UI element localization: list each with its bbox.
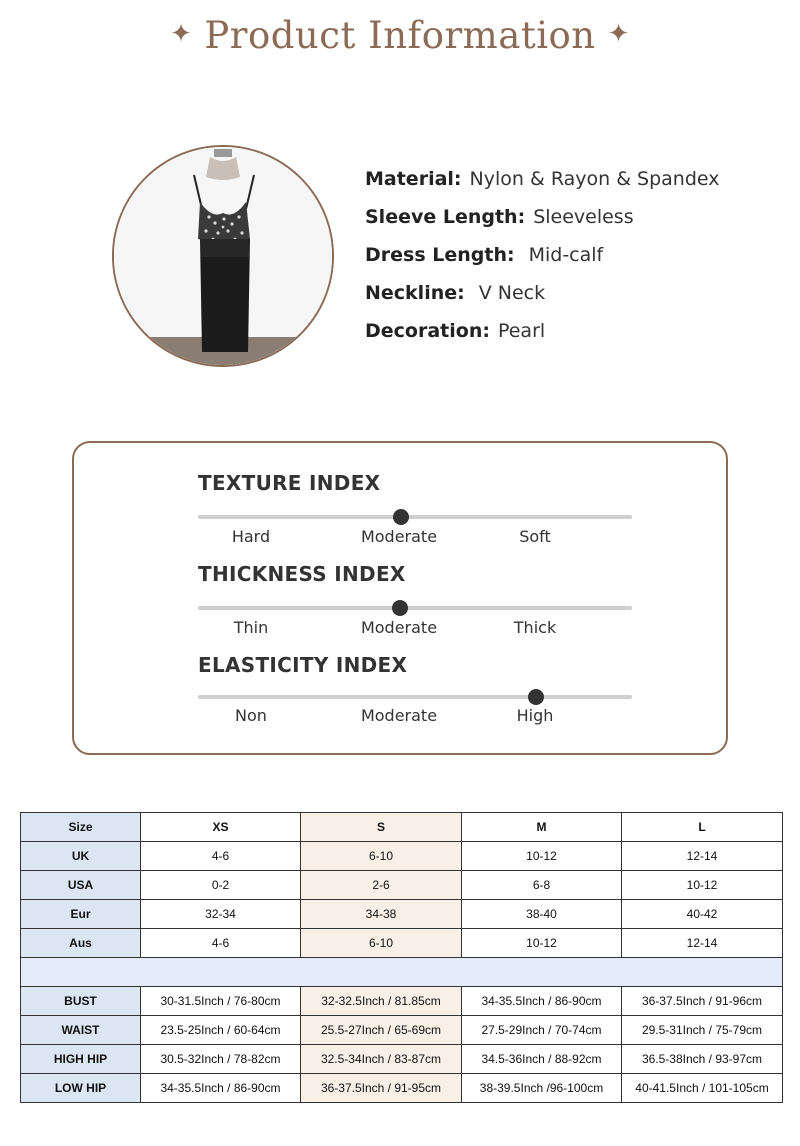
spec-key: Dress Length: (365, 244, 515, 266)
table-header-row (21, 813, 783, 842)
table-header-cell: S (301, 813, 462, 842)
table-cell: 32-32.5Inch / 81.85cm (301, 987, 462, 1016)
star-icon: ✦ (607, 19, 630, 49)
index-label: Thin (233, 618, 269, 637)
table-cell: 32-34 (141, 900, 301, 929)
table-cell: 34.5-36Inch / 88-92cm (462, 1045, 622, 1074)
table-cell: 30.5-32Inch / 78-82cm (141, 1045, 301, 1074)
table-row (21, 842, 783, 871)
table-spacer-cell (21, 958, 783, 987)
product-photo (112, 145, 334, 367)
index-label: Hard (231, 527, 271, 546)
table-cell: 34-38 (301, 900, 462, 929)
table-header-cell: M (462, 813, 622, 842)
spec-value: Pearl (497, 320, 546, 342)
thickness-knob (392, 600, 408, 616)
index-title: ELASTICITY INDEX (198, 653, 408, 677)
table-row (21, 987, 783, 1016)
table-cell: 34-35.5Inch / 86-90cm (141, 1074, 301, 1103)
thickness-track (198, 606, 632, 610)
size-chart-table (20, 812, 783, 1103)
elasticity-index (198, 653, 638, 725)
spec-row-sleeve-length (365, 198, 720, 236)
row-label: USA (21, 871, 141, 900)
table-row (21, 1074, 783, 1103)
table-cell: 2-6 (301, 871, 462, 900)
spec-row-neckline (365, 274, 720, 312)
index-label: Moderate (360, 527, 438, 546)
index-title: TEXTURE INDEX (198, 471, 381, 495)
index-label: Thick (513, 618, 557, 637)
spec-key: Neckline: (365, 282, 465, 304)
row-label: Aus (21, 929, 141, 958)
index-label: Soft (519, 527, 551, 546)
table-cell: 6-10 (301, 842, 462, 871)
star-icon: ✦ (170, 19, 193, 49)
spec-list (365, 160, 720, 350)
table-cell: 29.5-31Inch / 75-79cm (622, 1016, 783, 1045)
elasticity-knob (528, 689, 544, 705)
row-label: UK (21, 842, 141, 871)
texture-index (198, 471, 638, 546)
row-label: Eur (21, 900, 141, 929)
title-text: Product Information (204, 14, 596, 57)
spec-value: Sleeveless (533, 206, 634, 228)
table-cell: 40-42 (622, 900, 783, 929)
table-cell: 4-6 (141, 842, 301, 871)
table-cell: 6-8 (462, 871, 622, 900)
table-cell: 10-12 (622, 871, 783, 900)
texture-knob (393, 509, 409, 525)
table-cell: 38-40 (462, 900, 622, 929)
spec-row-dress-length (365, 236, 720, 274)
table-row (21, 1016, 783, 1045)
table-spacer-row (21, 958, 783, 987)
table-cell: 10-12 (462, 842, 622, 871)
index-label: Moderate (360, 706, 438, 725)
table-row (21, 871, 783, 900)
spec-value: Mid-calf (528, 244, 604, 266)
table-cell: 36-37.5Inch / 91-96cm (622, 987, 783, 1016)
index-label: Moderate (360, 618, 438, 637)
page-title (0, 14, 800, 57)
spec-row-decoration (365, 312, 720, 350)
table-cell: 40-41.5Inch / 101-105cm (622, 1074, 783, 1103)
table-cell: 38-39.5Inch /96-100cm (462, 1074, 622, 1103)
row-label: BUST (21, 987, 141, 1016)
table-cell: 30-31.5Inch / 76-80cm (141, 987, 301, 1016)
table-cell: 4-6 (141, 929, 301, 958)
table-row (21, 900, 783, 929)
index-label: High (516, 706, 554, 725)
table-cell: 12-14 (622, 929, 783, 958)
spec-key: Material: (365, 168, 462, 190)
spec-key: Sleeve Length: (365, 206, 526, 228)
table-header-cell: Size (21, 813, 141, 842)
spec-key: Decoration: (365, 320, 490, 342)
spec-row-material (365, 160, 720, 198)
table-row (21, 929, 783, 958)
table-cell: 23.5-25Inch / 60-64cm (141, 1016, 301, 1045)
elasticity-track (198, 695, 632, 699)
texture-track (198, 515, 632, 519)
table-cell: 27.5-29Inch / 70-74cm (462, 1016, 622, 1045)
table-cell: 25.5-27Inch / 65-69cm (301, 1016, 462, 1045)
table-cell: 12-14 (622, 842, 783, 871)
table-row (21, 1045, 783, 1074)
table-cell: 34-35.5Inch / 86-90cm (462, 987, 622, 1016)
table-cell: 36-37.5Inch / 91-95cm (301, 1074, 462, 1103)
table-header-cell: XS (141, 813, 301, 842)
table-cell: 10-12 (462, 929, 622, 958)
spec-value: Nylon & Rayon & Spandex (469, 168, 720, 190)
row-label: LOW HIP (21, 1074, 141, 1103)
table-cell: 6-10 (301, 929, 462, 958)
table-cell: 36.5-38Inch / 93-97cm (622, 1045, 783, 1074)
row-label: HIGH HIP (21, 1045, 141, 1074)
table-cell: 0-2 (141, 871, 301, 900)
row-label: WAIST (21, 1016, 141, 1045)
spec-value: V Neck (478, 282, 546, 304)
table-cell: 32.5-34Inch / 83-87cm (301, 1045, 462, 1074)
table-header-cell: L (622, 813, 783, 842)
index-label: Non (235, 706, 267, 725)
fabric-index-panel (72, 441, 728, 755)
index-title: THICKNESS INDEX (198, 562, 406, 586)
thickness-index (198, 562, 638, 637)
